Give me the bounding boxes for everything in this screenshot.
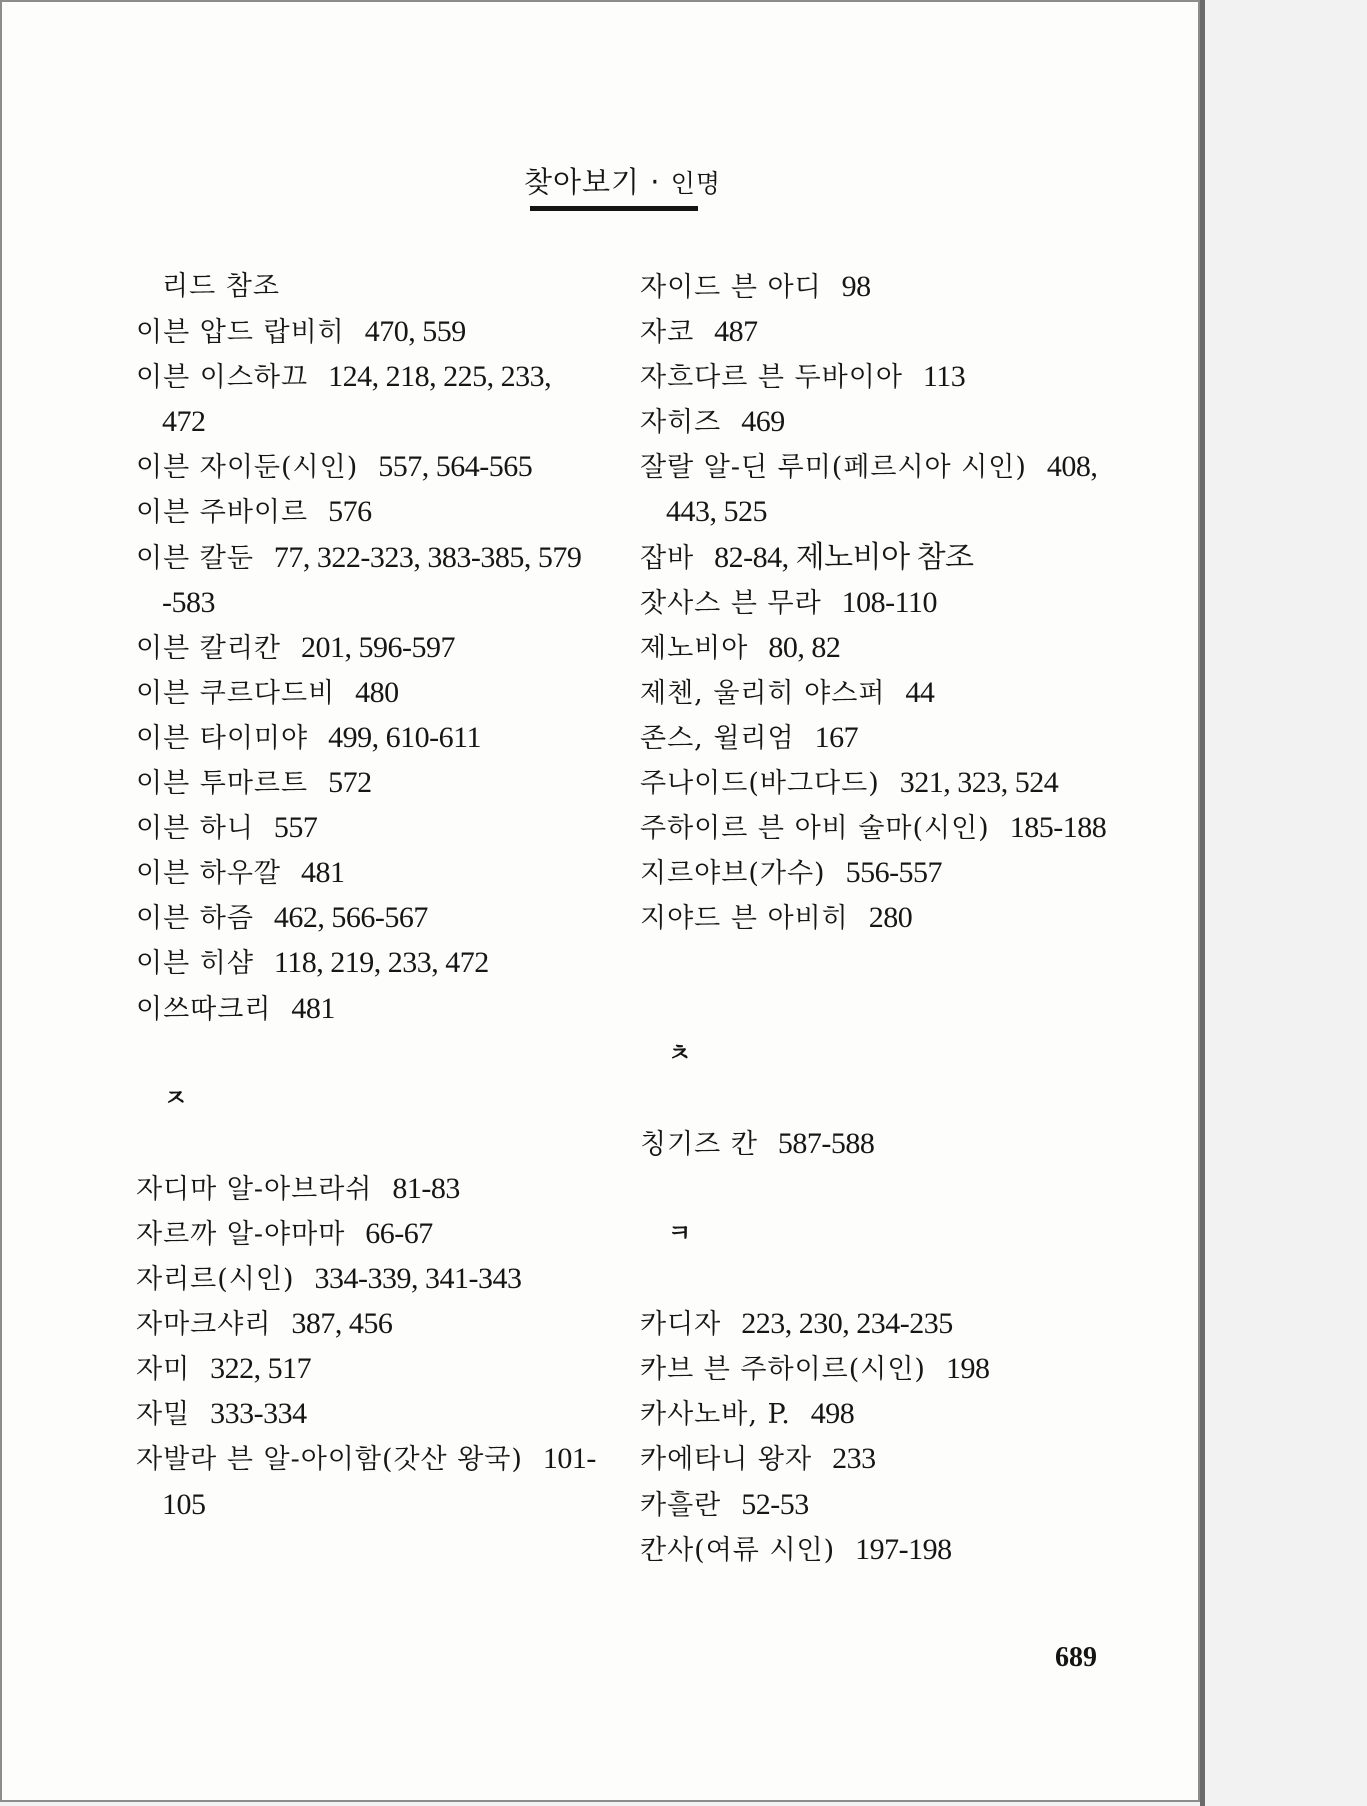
index-entry-pages: 233 (832, 1442, 876, 1476)
index-entry-name: 이븐 하즘 (136, 903, 254, 935)
index-entry (640, 1527, 1110, 1572)
index-entry-pages: 101- (542, 1442, 596, 1476)
index-entry (640, 399, 1110, 444)
index-entry-name: 이븐 주바이르 (136, 497, 309, 529)
index-entry-pages: 105 (162, 1487, 206, 1521)
index-entry-name: 자디마 알-아브라쉬 (136, 1173, 373, 1205)
index-entry-name: 제노비아 (640, 632, 749, 664)
index-entry-pages: 498 (810, 1397, 855, 1431)
index-entry (640, 1436, 1110, 1481)
index-entry (136, 1436, 606, 1481)
index-entry-name: 이븐 이스하끄 (136, 362, 309, 394)
index-entry-name: 카흘란 (640, 1489, 722, 1521)
index-entry-continuation (136, 399, 606, 444)
index-entry-pages: 77, 322-323, 383-385, 579 (273, 540, 582, 574)
index-entry-pages: 280 (868, 901, 913, 935)
index-entry-name: 이븐 칼둔 (136, 542, 254, 574)
index-entry-pages: 118, 219, 233, 472 (273, 946, 489, 980)
index-entry-pages: 201, 596-597 (301, 630, 455, 664)
index-entry (136, 805, 606, 850)
page-number: 689 (1055, 1642, 1097, 1673)
index-entry-name: 주하이르 븐 아비 술마(시인) (640, 813, 990, 845)
index-entry-name: 이븐 하니 (136, 813, 254, 845)
index-letter-heading: ㅋ (668, 1218, 692, 1247)
index-entry (136, 264, 606, 309)
index-entry (640, 1121, 1110, 1166)
index-entry-pages: 480 (355, 675, 399, 709)
index-title-subtitle: 인명 (670, 169, 722, 198)
index-entry (136, 309, 606, 354)
index-entry-pages: 223, 230, 234-235 (741, 1307, 953, 1341)
index-entry-pages: 408, (1046, 450, 1098, 484)
index-title-main: 찾아보기 (524, 165, 641, 199)
index-entry (640, 805, 1110, 850)
index-entry-name: 이쓰따크리 (136, 993, 272, 1025)
index-entry (136, 354, 606, 399)
index-entry (640, 625, 1110, 670)
index-entry-pages: 557, 564-565 (378, 450, 533, 484)
index-entry-continuation (136, 1482, 606, 1527)
index-entry (136, 535, 606, 580)
index-entry-name: 자미 (136, 1354, 191, 1386)
index-entry-name: 존스, 윌리엄 (640, 722, 795, 754)
index-entry-pages: 81-83 (392, 1171, 460, 1205)
index-entry-name: 이븐 하우깔 (136, 858, 281, 890)
index-entry-pages: 197-198 (855, 1532, 952, 1566)
index-entry (136, 670, 606, 715)
index-entry-pages: 113 (922, 360, 966, 394)
index-entry-name: 지야드 븐 아비히 (640, 903, 849, 935)
index-entry-name: 주나이드(바그다드) (640, 768, 880, 800)
index-entry (136, 1391, 606, 1436)
index-entry-pages: 124, 218, 225, 233, (328, 360, 552, 394)
index-entry-name: 칸사(여류 시인) (640, 1534, 836, 1566)
index-entry (136, 850, 606, 895)
index-entry (136, 715, 606, 760)
index-entry-name: 자르까 알-야마마 (136, 1218, 346, 1250)
index-entry-pages: 487 (714, 315, 758, 349)
index-entry (640, 895, 1110, 940)
index-entry-pages: 108-110 (841, 585, 938, 619)
index-entry-pages: 499, 610-611 (328, 720, 481, 754)
index-entry (136, 1346, 606, 1391)
index-entry-name: 이븐 히샴 (136, 948, 254, 980)
index-entry-pages: 185-188 (1009, 811, 1107, 845)
index-entry-pages: 481 (291, 991, 335, 1025)
index-entry (640, 309, 1110, 354)
index-entry-name: 카브 븐 주하이르(시인) (640, 1354, 926, 1386)
index-entry-pages: 470, 559 (364, 315, 466, 349)
index-entry-pages: 167 (814, 720, 859, 754)
index-entry-name: 지르야브(가수) (640, 858, 826, 890)
index-entry (136, 489, 606, 534)
index-entry-name: 이븐 칼리칸 (136, 632, 281, 664)
index-entry-pages: 587-588 (777, 1126, 875, 1160)
index-entry-name: 잣사스 븐 무라 (640, 587, 822, 619)
index-entry-name: 카사노바, P. (640, 1399, 791, 1431)
index-entry-pages: 462, 566-567 (273, 901, 428, 935)
index-entry-pages: 481 (301, 856, 345, 890)
index-entry-name: 제첸, 울리히 야스퍼 (640, 677, 886, 709)
index-entry-name: 자마크샤리 (136, 1309, 272, 1341)
index-entry-pages: 334-339, 341-343 (314, 1262, 522, 1296)
index-entry-name: 잘랄 알-딘 루미(페르시아 시인) (640, 452, 1027, 484)
index-entry (640, 444, 1110, 489)
index-entry (136, 760, 606, 805)
index-entry-pages: 472 (162, 405, 206, 439)
index-entry (136, 1256, 606, 1301)
index-entry-name: 자이드 븐 아디 (640, 272, 822, 303)
index-entry-name: 자리르(시인) (136, 1264, 295, 1296)
index-entry-pages: 52-53 (741, 1487, 809, 1521)
index-entry (640, 670, 1110, 715)
index-entry (640, 1482, 1110, 1527)
index-entry (640, 580, 1110, 625)
index-entry-pages: 66-67 (365, 1216, 433, 1250)
index-entry (640, 1391, 1110, 1436)
index-entry-name: 리드 참조 (162, 271, 280, 302)
index-entry-pages: 557 (273, 811, 318, 845)
title-underline (530, 206, 698, 211)
index-entry (640, 1346, 1110, 1391)
index-entry (136, 940, 606, 985)
index-entry (136, 1166, 606, 1211)
index-entry-pages: 322, 517 (210, 1352, 312, 1386)
index-entry (640, 715, 1110, 760)
index-entry (136, 1301, 606, 1346)
index-entry (640, 760, 1110, 805)
index-entry-name: 이븐 압드 랍비히 (136, 317, 345, 349)
index-entry-name: 카에타니 왕자 (640, 1444, 813, 1476)
index-entry-name: 이븐 쿠르다드비 (136, 677, 336, 709)
index-entry-pages: 44 (905, 675, 935, 709)
index-entry (136, 625, 606, 670)
index-entry (640, 850, 1110, 895)
index-entry (136, 986, 606, 1031)
index-entry-pages: 572 (328, 766, 372, 800)
index-entry-name: 자코 (640, 317, 695, 349)
index-entry (136, 1211, 606, 1256)
index-entry (136, 444, 606, 489)
index-entry (640, 354, 1110, 399)
index-entry-pages: 198 (945, 1352, 990, 1386)
index-entry (640, 1301, 1110, 1346)
index-entry-pages: 443, 525 (666, 495, 767, 529)
index-entry-name: 칭기즈 칸 (640, 1128, 758, 1160)
index-entry (640, 535, 1110, 580)
index-entry-pages: 98 (841, 270, 871, 303)
index-letter-heading: ㅊ (668, 1038, 692, 1067)
index-entry-name: 자발라 븐 알-아이함(갓산 왕국) (136, 1444, 523, 1476)
index-entry-continuation (136, 580, 606, 625)
index-title (524, 160, 721, 201)
index-entry-pages: 321, 323, 524 (899, 766, 1059, 800)
index-entry-name: 이븐 자이둔(시인) (136, 452, 359, 484)
index-entry-name: 자밀 (136, 1399, 191, 1431)
index-letter-heading: ㅈ (164, 1083, 188, 1112)
index-entry-name: 이븐 타이미야 (136, 722, 309, 754)
index-entry (136, 895, 606, 940)
index-entry-pages: 80, 82 (768, 630, 841, 664)
index-entry-name: 잡바 (640, 542, 695, 574)
index-entry-pages: 333-334 (210, 1397, 307, 1431)
index-entry-pages: 387, 456 (291, 1307, 393, 1341)
index-entry-pages: -583 (162, 585, 215, 619)
index-entry-pages: 82-84, 제노비아 참조 (714, 540, 974, 574)
index-entry-name: 카디자 (640, 1309, 722, 1341)
page-edge-shadow (1200, 0, 1205, 1806)
index-spacer (640, 940, 1110, 985)
index-column-right (640, 264, 1110, 1572)
index-entry-continuation (640, 489, 1110, 534)
index-entry-pages: 556-557 (845, 856, 943, 890)
index-entry-name: 이븐 투마르트 (136, 768, 309, 800)
index-title-separator: · (650, 165, 661, 199)
index-entry-name: 자히즈 (640, 407, 722, 439)
index-entry-name: 자흐다르 븐 두바이아 (640, 362, 903, 394)
index-entry (640, 264, 1110, 309)
index-entry-pages: 469 (741, 405, 785, 439)
index-column-left (136, 264, 606, 1527)
index-entry-pages: 576 (328, 495, 372, 529)
